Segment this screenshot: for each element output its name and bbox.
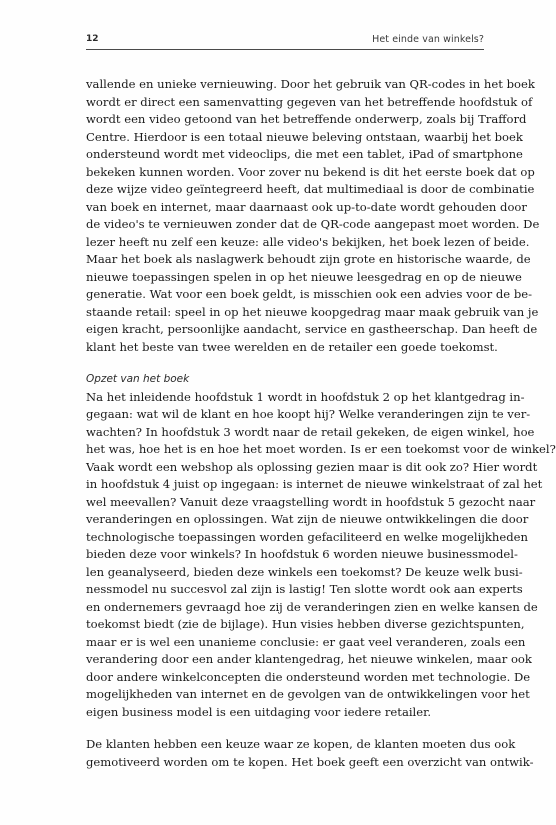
text-line: maar er is wel een unanieme conclusie: er gaat veel veranderen, zoals een (86, 634, 526, 649)
text-line: wordt een video getoond van het betreffende onderwerp, zoals bij Trafford (86, 112, 527, 126)
text-line: vallende en unieke vernieuwing. Door het gebruik van QR-codes in het boek (86, 77, 535, 91)
text-line: nieuwe toepassingen spelen in op het nieuwe leesgedrag en op de nieuwe (86, 269, 522, 284)
text-line: wachten? In hoofdstuk 3 wordt naar de retail gekeken, de eigen winkel, hoe (86, 424, 535, 439)
text-line: door andere winkelconcepten die ondersteund worden met technologie. De (86, 669, 531, 684)
text-line: Na het inleidende hoofdstuk 1 wordt in hoofdstuk 2 op het klantgedrag in- (86, 389, 525, 404)
text-line: veranderingen en oplossingen. Wat zijn de nieuwe ontwikkelingen die door (86, 512, 529, 526)
paragraph-gap (86, 356, 484, 371)
paragraph-1 (86, 76, 540, 356)
text-line: van boek en internet, maar daarnaast ook up-to-date wordt gehouden door (86, 199, 527, 214)
paragraph-gap (86, 721, 484, 736)
text-line: eigen business model is een uitdaging voor iedere retailer. (86, 704, 432, 719)
text-line: bekeken kunnen worden. Voor zover nu bekend is dit het eerste boek dat op (86, 164, 535, 179)
text-line: technologische toepassingen worden gefaciliteerd en welke mogelijkheden (86, 529, 529, 544)
page-header (86, 33, 484, 50)
text-line: gemotiveerd worden om te kopen. Het boek geeft een overzicht van ontwik- (86, 754, 534, 769)
page-number: 12 (86, 34, 99, 44)
text-line: ondersteund wordt met videoclips, die met een tablet, iPad of smartphone (86, 147, 523, 161)
section-subheading: Opzet van het boek (86, 373, 190, 385)
text-line: wordt er direct een samenvatting gegeven van het betreffende hoofdstuk of (86, 94, 533, 109)
text-line: deze wijze video geïntegreerd heeft, dat multimediaal is door de combinatie (86, 182, 535, 196)
text-line: De klanten hebben een keuze waar ze kopen, de klanten moeten dus ook (86, 737, 516, 751)
text-line: bieden deze voor winkels? In hoofdstuk 6 worden nieuwe businessmodel- (86, 547, 518, 561)
text-line: lezer heeft nu zelf een keuze: alle video's bekijken, het boek lezen of beide. (86, 234, 530, 249)
body-text (86, 76, 556, 771)
text-line: generatie. Wat voor een boek geldt, is misschien ook een advies voor de be- (86, 287, 533, 301)
text-line: verandering door een ander klantengedrag, het nieuwe winkelen, maar ook (86, 652, 532, 666)
text-line: Vaak wordt een webshop als oplossing gezien maar is dit ook zo? Hier wordt (86, 459, 538, 474)
text-line: gegaan: wat wil de klant en hoe koopt hij? Welke veranderingen zijn te ver- (86, 407, 531, 421)
text-line: Maar het boek als naslagwerk behoudt zijn grote en historische waarde, de (86, 252, 531, 266)
text-line: in hoofdstuk 4 juist op ingegaan: is internet de nieuwe winkelstraat of zal het (86, 477, 543, 491)
text-line: klant het beste van twee werelden en de retailer een goede toekomst. (86, 339, 498, 354)
text-line: en ondernemers gevraagd hoe zij de veranderingen zien en welke kansen de (86, 599, 538, 614)
text-line: toekomst biedt (zie de bijlage). Hun visies hebben diverse gezichtspunten, (86, 617, 525, 631)
text-line: wel meevallen? Vanuit deze vraagstelling wordt in hoofdstuk 5 gezocht naar (86, 494, 536, 509)
text-line: Centre. Hierdoor is een totaal nieuwe beleving ontstaan, waarbij het boek (86, 129, 523, 144)
paragraph-2 (86, 389, 556, 722)
text-line: staande retail: speel in op het nieuwe koopgedrag maar maak gebruik van je (86, 304, 539, 319)
text-line: eigen kracht, persoonlijke aandacht, service en gastheerschap. Dan heeft de (86, 322, 538, 336)
text-line: len geanalyseerd, bieden deze winkels een toekomst? De keuze welk busi- (86, 564, 523, 579)
text-line: nessmodel nu succesvol zal zijn is lastig! Ten slotte wordt ook aan experts (86, 582, 523, 596)
running-head: Het einde van winkels? (372, 34, 484, 45)
text-line: mogelijkheden van internet en de gevolgen van de ontwikkelingen voor het (86, 687, 530, 701)
text-line: het was, hoe het is en hoe het moet worden. Is er een toekomst voor de winkel? (86, 442, 556, 456)
text-line: de video's te vernieuwen zonder dat de QR-code aangepast moet worden. De (86, 217, 540, 231)
paragraph-3 (86, 736, 534, 771)
